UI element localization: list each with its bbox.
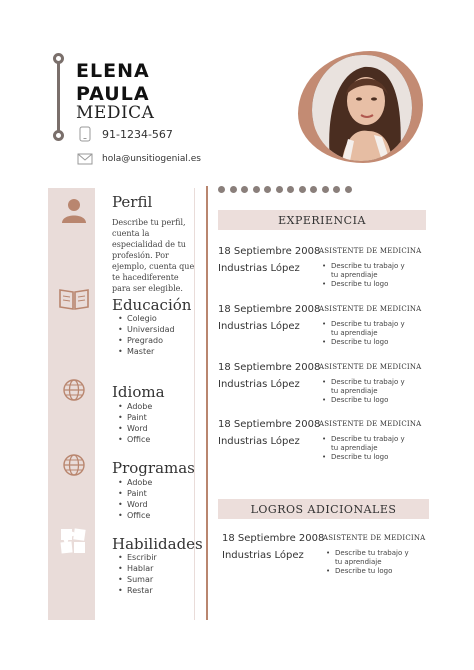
entry-role: ASISTENTE DE MEDICINA: [319, 305, 422, 313]
list-item: • Describe tu trabajo y tu aprendiaje: [319, 378, 411, 396]
list-item: • Describe tu logo: [319, 453, 411, 462]
skills-list: [118, 552, 157, 596]
profile-section-title: Perfil: [112, 193, 153, 211]
programs-list: [118, 477, 152, 521]
list-item: • Word: [118, 423, 152, 434]
entry-role: ASISTENTE DE MEDICINA: [319, 420, 422, 428]
email-address: hola@unsitiogenial.es: [102, 154, 201, 164]
mail-icon: [76, 151, 94, 167]
entry-company: Industrias López: [218, 436, 300, 447]
list-item: • Word: [118, 499, 152, 510]
header-timeline-dot-bottom: [53, 130, 64, 141]
entry-date: 18 Septiembre 2008: [218, 246, 321, 257]
list-item: • Adobe: [118, 401, 152, 412]
list-item: • Paint: [118, 412, 152, 423]
column-divider: [206, 186, 208, 620]
list-item: • Describe tu logo: [319, 338, 411, 347]
list-item: • Sumar: [118, 574, 157, 585]
list-item: • Describe tu logo: [319, 396, 411, 405]
entry-company: Industrias López: [222, 550, 304, 561]
profile-photo: [298, 51, 423, 163]
languages-list: [118, 401, 152, 445]
profile-description: Describe tu perfil, cuenta la especialidad de tu profesión. Por ejemplo, cuenta que te hacediferente para ser elegible.: [112, 218, 195, 293]
skills-section-title: Habilidades: [112, 535, 203, 553]
entry-role: ASISTENTE DE MEDICINA: [319, 363, 422, 371]
header-timeline-dot-top: [53, 53, 64, 64]
programs-section-title: Programas: [112, 459, 195, 477]
globe-icon: [62, 453, 86, 477]
achievements-section-title: LOGROS ADICIONALES: [218, 499, 429, 519]
list-item: • Pregrado: [118, 335, 175, 346]
header-timeline-line: [57, 58, 60, 136]
person-icon: [60, 196, 88, 224]
email-row: [76, 151, 201, 167]
entry-role: ASISTENTE DE MEDICINA: [319, 247, 422, 255]
list-item: • Master: [118, 346, 175, 357]
entry-bullets: [319, 378, 411, 405]
entry-company: Industrias López: [218, 263, 300, 274]
list-item: • Universidad: [118, 324, 175, 335]
left-sidebar-panel: [48, 188, 95, 620]
phone-icon: [76, 126, 94, 142]
entry-company: Industrias López: [218, 379, 300, 390]
list-item: • Office: [118, 434, 152, 445]
education-section-title: Educación: [112, 296, 192, 314]
decorative-dots: [218, 186, 352, 193]
list-item: • Escribir: [118, 552, 157, 563]
entry-date: 18 Septiembre 2008: [222, 533, 325, 544]
list-item: • Describe tu trabajo y tu aprendiaje: [319, 262, 411, 280]
phone-row: [76, 126, 173, 142]
entry-bullets: [319, 262, 411, 289]
first-name: ELENA: [76, 60, 150, 82]
list-item: • Describe tu trabajo y tu aprendiaje: [319, 320, 411, 338]
entry-role: ASISTENTE DE MEDICINA: [323, 534, 426, 542]
globe-icon: [62, 378, 86, 402]
list-item: • Colegio: [118, 313, 175, 324]
phone-number: 91-1234-567: [102, 127, 173, 141]
list-item: • Restar: [118, 585, 157, 596]
list-item: • Paint: [118, 488, 152, 499]
photo-portrait: [312, 55, 412, 161]
profession-title: MEDICA: [76, 103, 155, 123]
list-item: • Office: [118, 510, 152, 521]
book-icon: [58, 287, 90, 311]
list-item: • Adobe: [118, 477, 152, 488]
list-item: • Describe tu logo: [323, 567, 415, 576]
entry-date: 18 Septiembre 2008: [218, 419, 321, 430]
entry-date: 18 Septiembre 2008: [218, 362, 321, 373]
list-item: • Describe tu logo: [319, 280, 411, 289]
entry-company: Industrias López: [218, 321, 300, 332]
list-item: • Hablar: [118, 563, 157, 574]
languages-section-title: Idioma: [112, 383, 165, 401]
entry-date: 18 Septiembre 2008: [218, 304, 321, 315]
entry-bullets: [319, 435, 411, 462]
puzzle-icon: [60, 528, 86, 554]
middle-name: PAULA: [76, 83, 150, 105]
education-list: [118, 313, 175, 357]
list-item: • Describe tu trabajo y tu aprendiaje: [319, 435, 411, 453]
entry-bullets: [323, 549, 415, 576]
list-item: • Describe tu trabajo y tu aprendiaje: [323, 549, 415, 567]
experience-section-title: EXPERIENCIA: [218, 210, 426, 230]
entry-bullets: [319, 320, 411, 347]
